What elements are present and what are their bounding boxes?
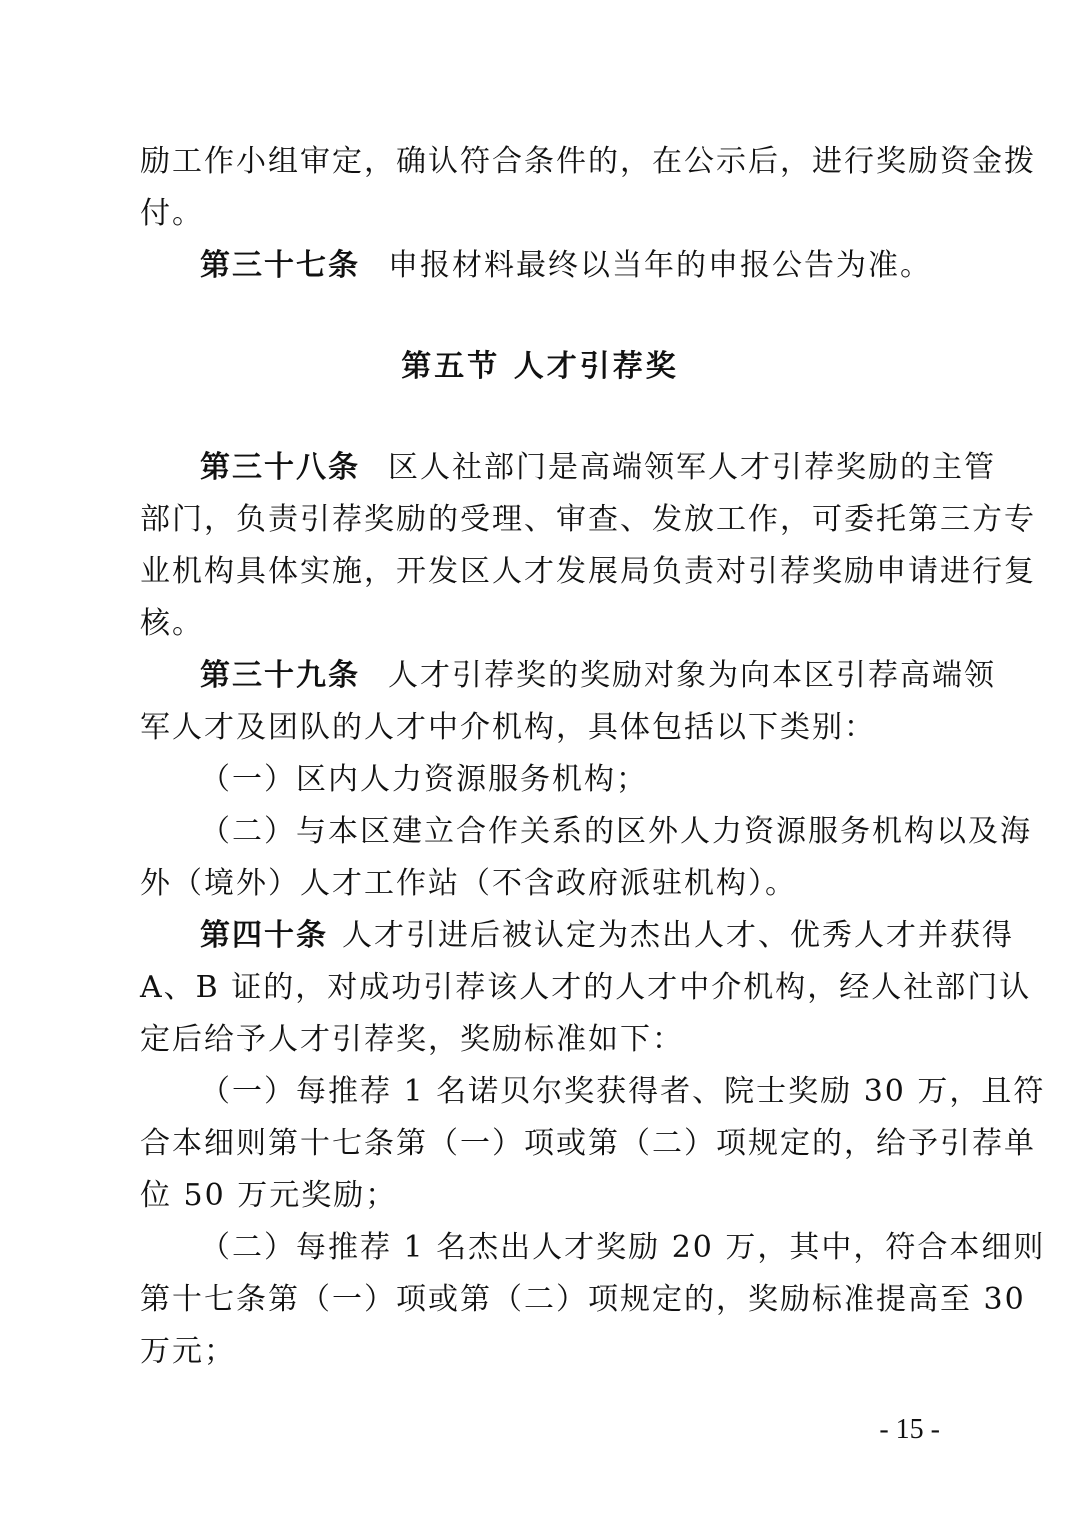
page-number: - 15 - [879,1414,940,1445]
list-item-text: （一）区内人力资源服务机构； [200,762,648,797]
paragraph-text: 第十七条第（一）项或第（二）项规定的，奖励标准提高至 30 [140,1282,1026,1317]
paragraph-text: 定后给予人才引荐奖，奖励标准如下： [140,1022,684,1057]
article-number: 第三十八条 [200,450,360,485]
paragraph-line [140,702,940,754]
paragraph-line [140,494,1036,546]
paragraph-text: 部门，负责引荐奖励的受理、审查、发放工作，可委托第三方专 [140,502,1036,537]
list-item-text: （二）与本区建立合作关系的区外人力资源服务机构以及海 [200,814,1032,849]
article-38 [200,442,996,494]
paragraph-line [140,962,1032,1014]
paragraph-text: 核。 [140,606,204,641]
article-text: 人才引荐奖的奖励对象为向本区引荐高端领 [388,658,996,693]
paragraph-line [140,1014,940,1066]
list-item [200,806,1032,858]
list-item-text: （一）每推荐 1 名诺贝尔奖获得者、院士奖励 30 万，且符 [200,1074,1046,1109]
paragraph-line [140,1170,940,1222]
paragraph-line [140,546,1036,598]
paragraph-text: A、B 证的，对成功引荐该人才的人才中介机构，经人社部门认 [140,970,1032,1005]
list-item [200,1066,1046,1118]
paragraph-line [140,1118,1036,1170]
section-heading: 第五节 人才引荐奖 [401,349,679,384]
paragraph-line [140,1274,1026,1326]
paragraph-text: 万元； [140,1334,236,1369]
paragraph-text: 业机构具体实施，开发区人才发展局负责对引荐奖励申请进行复 [140,554,1036,589]
paragraph-text: 合本细则第十七条第（一）项或第（二）项规定的，给予引荐单 [140,1126,1036,1161]
article-number: 第三十九条 [200,658,360,693]
paragraph-text: 付。 [140,196,204,231]
paragraph-text: 军人才及团队的人才中介机构，具体包括以下类别： [140,710,876,745]
paragraph-line [140,598,940,650]
article-39 [200,650,996,702]
article-37 [200,240,940,292]
list-item-text: （二）每推荐 1 名杰出人才奖励 20 万，其中，符合本细则 [200,1230,1046,1265]
article-text: 区人社部门是高端领军人才引荐奖励的主管 [388,450,996,485]
paragraph-text: 外（境外）人才工作站（不含政府派驻机构）。 [140,866,797,901]
article-text: 申报材料最终以当年的申报公告为准。 [388,248,932,283]
article-number: 第三十七条 [200,248,360,283]
article-text: 人才引进后被认定为杰出人才、优秀人才并获得 [342,918,1014,953]
paragraph-line [140,1326,940,1378]
paragraph-line [140,136,1036,188]
paragraph-text: 位 50 万元奖励； [140,1178,398,1213]
list-item [200,754,940,806]
paragraph-line [140,858,940,910]
paragraph-line [140,188,940,240]
list-item [200,1222,1046,1274]
article-number: 第四十条 [200,918,328,953]
article-40 [200,910,1014,962]
paragraph-text: 励工作小组审定，确认符合条件的，在公示后，进行奖励资金拨 [140,144,1036,179]
